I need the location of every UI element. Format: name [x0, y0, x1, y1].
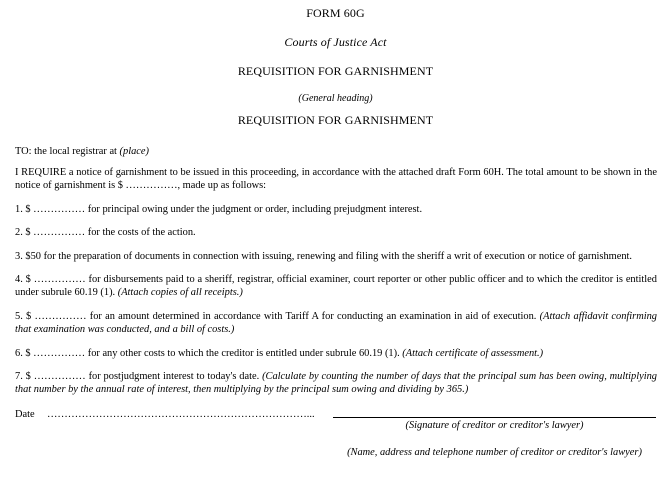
creditor-details-caption: (Name, address and telephone number of creditor or creditor's lawyer) [347, 447, 642, 458]
item-5 [15, 310, 657, 336]
item-7-note: (Calculate by counting the number of days that the principal sum has been owing, multiplying that number by the annual rate of interest, then multiplying by the principal sum owing and dividing by 365.) [15, 371, 658, 395]
to-line [15, 145, 657, 158]
act-name: Courts of Justice Act [284, 35, 387, 49]
intro-paragraph: I REQUIRE a notice of garnishment to be issued in this proceeding, in accordance with the attached draft Form 60H. The total amount to be shown in the notice of garnishment is $ ……………, made up as follows: [15, 167, 657, 191]
form-title-repeat: REQUISITION FOR GARNISHMENT [237, 113, 434, 127]
item-2 [15, 226, 657, 239]
item-6-text: 6. $ …………… for any other costs to which the creditor is entitled under subrule 60.19 (1). [15, 348, 403, 359]
item-4-note: (Attach copies of all receipts.) [117, 287, 243, 298]
item-5-note: (Attach affidavit confirming that examination was conducted, and a bill of costs.) [15, 311, 657, 335]
signature-line[interactable] [333, 417, 656, 418]
to-place: (place) [119, 146, 149, 157]
signature-caption: (Signature of creditor or creditor's lawyer) [405, 420, 584, 431]
date-field[interactable]: …………………………………………………………………... [47, 409, 315, 420]
item-3-text: 3. $50 for the preparation of documents in connection with issuing, renewing and filing with the sheriff a writ of execution or notice of garnishment. [15, 251, 633, 262]
item-2-text: 2. $ …………… for the costs of the action. [15, 227, 196, 238]
date-label: Date [15, 409, 35, 420]
item-1-text: 1. $ …………… for principal owing under the judgment or order, including prejudgment interest. [15, 204, 423, 215]
item-7 [15, 370, 657, 396]
item-3 [15, 250, 657, 263]
item-5-text: 5. $ …………… for an amount determined in accordance with Tariff A for conducting an examination in aid of execution. [15, 311, 540, 322]
form-number: FORM 60G [306, 6, 365, 20]
item-6-note: (Attach certificate of assessment.) [402, 348, 544, 359]
item-7-text: 7. $ …………… for postjudgment interest to today's date. [15, 371, 263, 382]
item-6 [15, 347, 657, 360]
to-prefix: TO: the local registrar at [15, 146, 120, 157]
item-1 [15, 203, 657, 216]
form-title: REQUISITION FOR GARNISHMENT [237, 64, 434, 78]
item-4-text: 4. $ …………… for disbursements paid to a sheriff, registrar, official examiner, court reporter or other public officer and to which the creditor is entitled under subrule 60.19 (1). [15, 274, 657, 298]
item-4 [15, 273, 657, 299]
general-heading: (General heading) [298, 93, 373, 104]
